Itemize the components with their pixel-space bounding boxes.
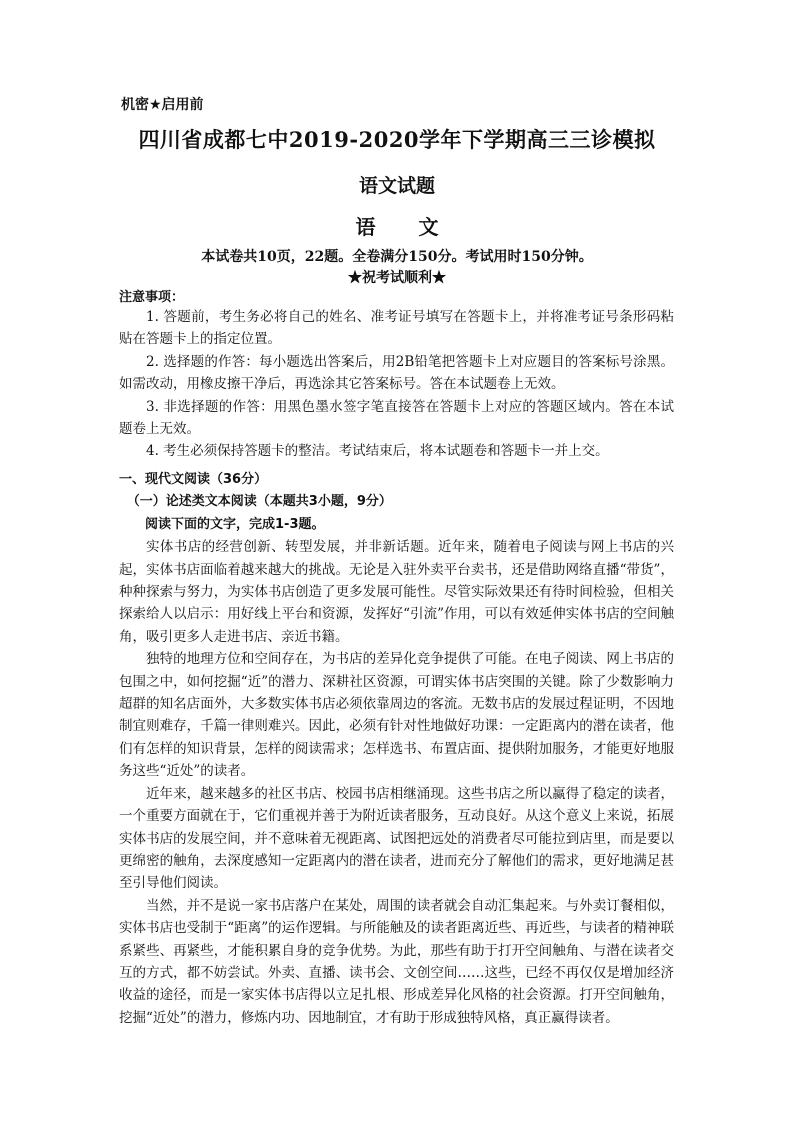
passage-paragraph: 当然，并不是说一家书店落户在某处，周围的读者就会自动汇集起来。与外卖订餐相似，实体书店也受制于“距离”的运作逻辑。与所能触及的读者距离近些、再近些，与读者的精神联系紧些、再紧些，才能积累自身的竞争优势。为此，那些有助于打开空间触角、与潜在读者交互的方式，都不妨尝试。外卖、直播、读书会、文创空间……这些，已经不再仅仅是增加经济收益的途径，而是一家实体书店得以立足扎根、形成差异化风格的社会资源。打开空间触角，挖掘“近处”的潜力，修炼内功、因地制宜，才有助于形成独特风格，真正赢得读者。: [119, 897, 674, 1026]
paper-title: 语文试题: [358, 175, 435, 197]
part-title: 一、现代文阅读（36分）: [119, 472, 268, 487]
note-item: 4. 考生必须保持答题卡的整洁。考试结束后，将本试题卷和答题卡一并上交。: [146, 443, 609, 460]
exam-title: 四川省成都七中2019-2020学年下学期高三三诊模拟: [138, 127, 656, 152]
exam-info: 本试卷共10页，22题。全卷满分150分。考试用时150分钟。: [201, 249, 593, 265]
reading-section: [119, 469, 674, 1029]
notes-list: [119, 306, 674, 463]
secret-mark: 机密★启用前: [121, 97, 204, 113]
note-item: 1. 答题前，考生务必将自己的姓名、准考证号填写在答题卡上，并将准考证号条形码粘贴在答题卡上的指定位置。: [119, 309, 674, 348]
note-item: 3. 非选择题的作答：用黑色墨水签字笔直接答在答题卡上对应的答题区域内。答在本试题卷上无效。: [119, 398, 674, 438]
passage-paragraph: 近年来，越来越多的社区书店、校园书店相继涌现。这些书店之所以赢得了稳定的读者，一个重要方面就在于，它们重视并善于为附近读者服务，互动良好。从这个意义上来说，拓展实体书店的发展空间，并不意味着无视距离、试图把远处的消费者尽可能拉到店里，而是要以更绵密的触角，去深度感知一定距离内的潜在读者，进而充分了解他们的需求，更好地满足甚至引导他们阅读。: [119, 785, 674, 892]
good-luck-wish: ★祝考试顺利★: [348, 270, 446, 286]
note-item: 2. 选择题的作答：每小题选出答案后，用2B铅笔把答题卡上对应题目的答案标号涂黑。如需改动，用橡皮擦干净后，再选涂其它答案标号。答在本试题卷上无效。: [119, 353, 674, 393]
passage-paragraph: 实体书店的经营创新、转型发展，并非新话题。近年来，随着电子阅读与网上书店的兴起，实体书店面临着越来越大的挑战。无论是入驻外卖平台卖书，还是借助网络直播“带货”，种种探索与努力，为实体书店创造了更多发展可能性。尽管实际效果还有待时间检验，但相关探索给人以启示：用好线上平台和资源，发挥好“引流”作用，可以有效延伸实体书店的空间触角，吸引更多人走进书店、亲近书籍。: [119, 539, 674, 645]
passage-paragraph: 独特的地理方位和空间存在，为书店的差异化竞争提供了可能。在电子阅读、网上书店的包围之中，如何挖掘“近”的潜力、深耕社区资源，可谓实体书店突围的关键。除了少数影响力超群的知名店面外，大多数实体书店必须依靠周边的客流。无数书店的发展过程证明，不因地制宜则难存，千篇一律则难兴。因此，必须有针对性地做好功课：一定距离内的潜在读者，他们有怎样的知识背景，怎样的阅读需求；怎样选书、布置店面、提供附加服务，才能更好地服务这些“近处”的读者。: [119, 651, 674, 780]
subject-title: 语 文: [355, 215, 457, 239]
notes-heading: 注意事项：: [119, 290, 185, 305]
sub-title: （一）论述类文本阅读（本题共3小题，9分）: [126, 494, 392, 510]
instruction: 阅读下面的文字，完成1-3题。: [145, 516, 325, 532]
